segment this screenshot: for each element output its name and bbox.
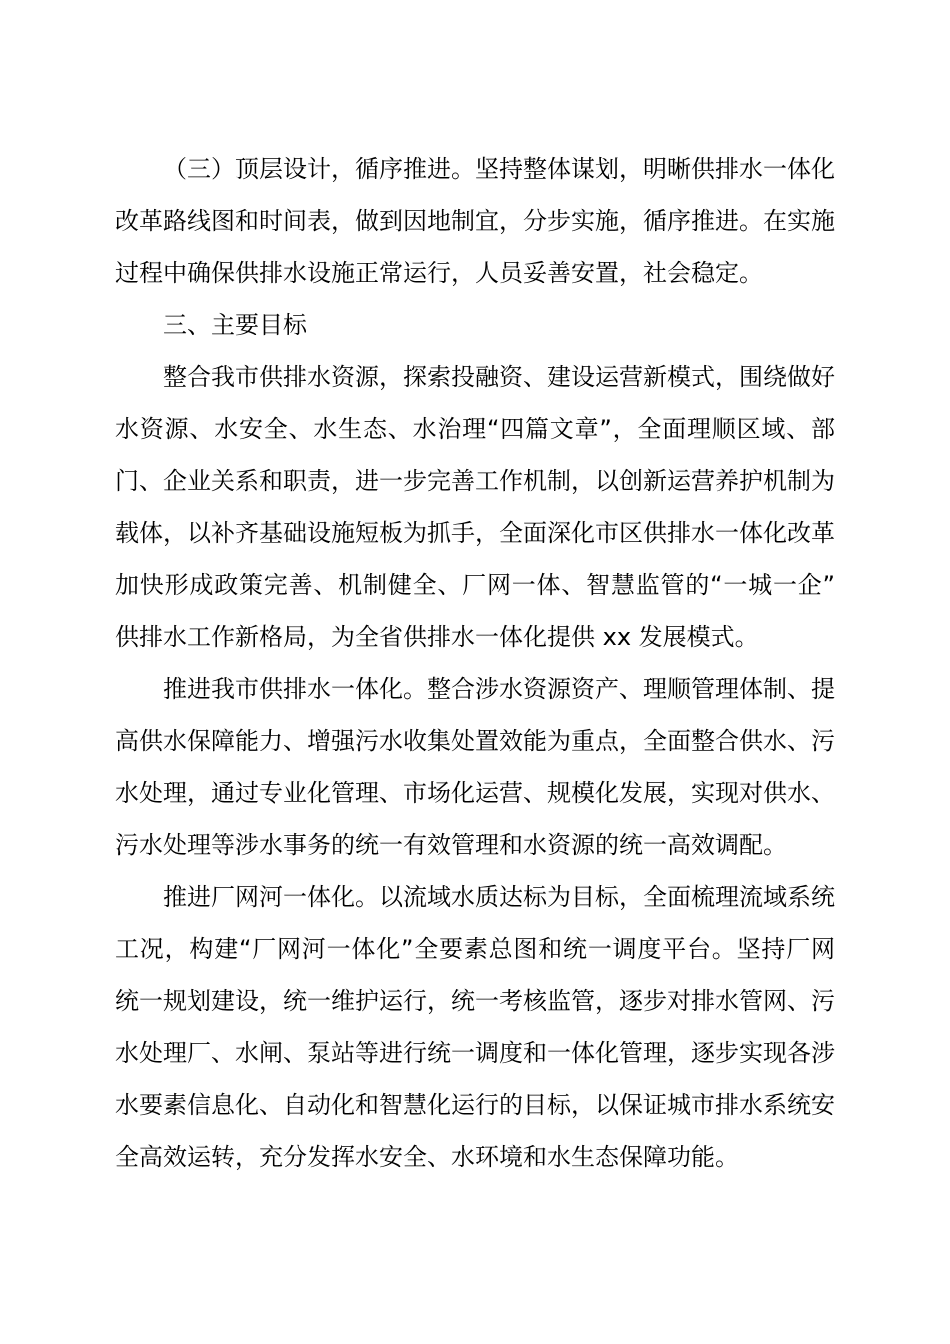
text-line: 门、企业关系和职责，进一步完善工作机制，以创新运营养护机制为 xyxy=(115,467,835,495)
paragraph-plant-network-river xyxy=(115,871,835,1183)
text-line: 改革路线图和时间表，做到因地制宜，分步实施，循序推进。在实施 xyxy=(115,207,835,235)
text-line: 水要素信息化、自动化和智慧化运行的目标，以保证城市排水系统安 xyxy=(115,1091,835,1119)
text-line: 推进我市供排水一体化。整合涉水资源资产、理顺管理体制、提 xyxy=(163,675,835,703)
text-line: 供排水工作新格局，为全省供排水一体化提供 xx 发展模式。 xyxy=(115,623,759,651)
paragraph-main-goals xyxy=(115,351,835,663)
text-line: 加快形成政策完善、机制健全、厂网一体、智慧监管的“一城一企” xyxy=(115,571,835,599)
document-body xyxy=(115,143,835,1183)
text-line: 整合我市供排水资源，探索投融资、建设运营新模式，围绕做好 xyxy=(163,363,835,391)
text-line: 推进厂网河一体化。以流域水质达标为目标，全面梳理流域系统 xyxy=(163,883,835,911)
paragraph-water-integration xyxy=(115,663,835,871)
text-line: 水处理，通过专业化管理、市场化运营、规模化发展，实现对供水、 xyxy=(115,779,835,807)
text-line: 载体，以补齐基础设施短板为抓手，全面深化市区供排水一体化改革 xyxy=(115,519,835,547)
text-line: 工况，构建“厂网河一体化”全要素总图和统一调度平台。坚持厂网 xyxy=(115,935,835,963)
text-line: 水资源、水安全、水生态、水治理“四篇文章”，全面理顺区域、部 xyxy=(115,415,835,443)
text-line: （三）顶层设计，循序推进。坚持整体谋划，明晰供排水一体化 xyxy=(163,155,835,183)
text-line: 全高效运转，充分发挥水安全、水环境和水生态保障功能。 xyxy=(115,1143,739,1171)
text-line: 污水处理等涉水事务的统一有效管理和水资源的统一高效调配。 xyxy=(115,831,787,859)
paragraph-principle-3 xyxy=(115,143,835,299)
text-line: 过程中确保供排水设施正常运行，人员妥善安置，社会稳定。 xyxy=(115,259,763,287)
text-line: 高供水保障能力、增强污水收集处置效能为重点，全面整合供水、污 xyxy=(115,727,835,755)
text-line: 统一规划建设，统一维护运行，统一考核监管，逐步对排水管网、污 xyxy=(115,987,835,1015)
section-heading-main-goals: 三、主要目标 xyxy=(163,311,307,339)
text-line: 水处理厂、水闸、泵站等进行统一调度和一体化管理，逐步实现各涉 xyxy=(115,1039,835,1067)
